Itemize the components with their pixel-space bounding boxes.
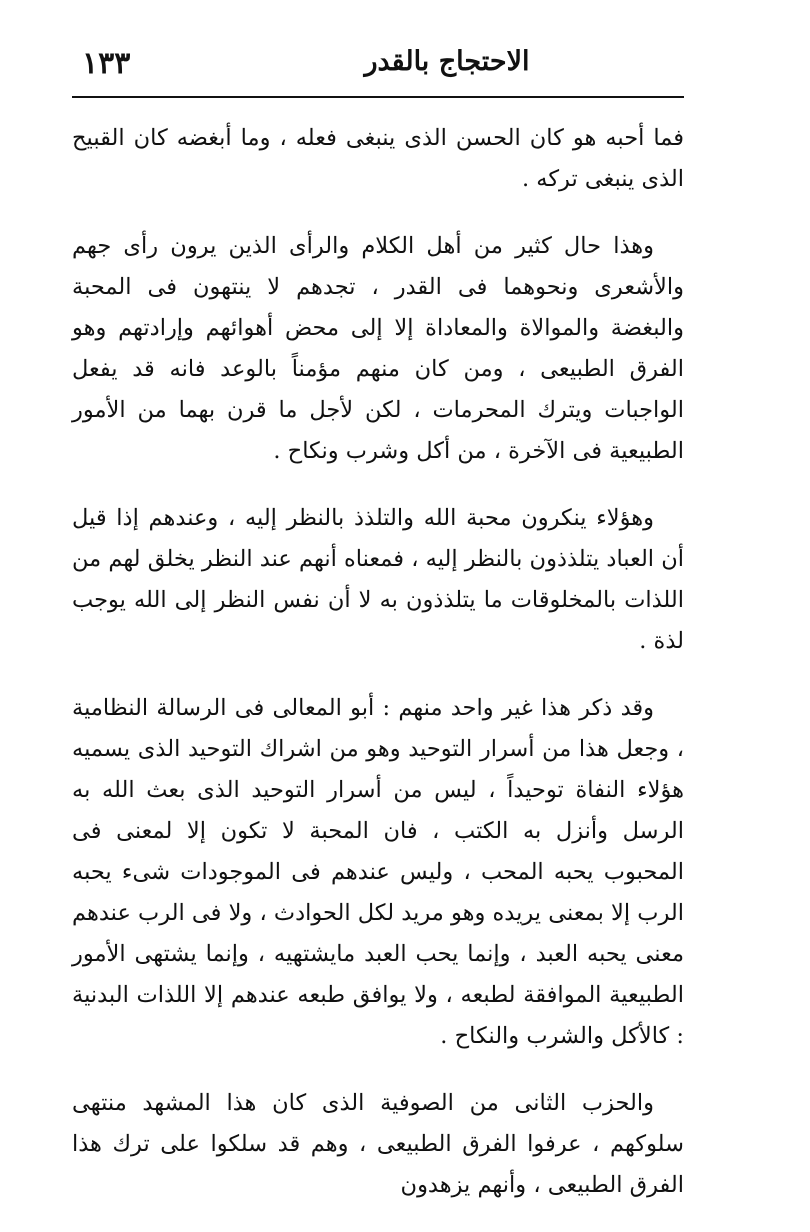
paragraph: والحزب الثانى من الصوفية الذى كان هذا المشهد منتهى سلوكهم ، عرفوا الفرق الطبيعى ، وهم قد سلكوا على ترك هذا الفرق الطبيعى ، وأنهم يزهدون [72,1090,684,1198]
running-title: الاحتجاج بالقدر [364,46,530,77]
page-number: ١٣٣ [82,46,131,81]
paragraph: وقد ذكر هذا غير واحد منهم : أبو المعالى فى الرسالة النظامية ، وجعل هذا من أسرار التوحيد وهو من اشراك التوحيد الذى يسميه هؤلاء النفاة توحيداً ، ليس من أسرار التوحيد الذى بعث الله به الرسل وأنزل به الكتب ، فان المحبة لا تكون إلا لمعنى فى المحبوب يحبه المحب ، وليس عندهم فى الموجودات شىء يحبه الرب إلا بمعنى يريده وهو مريد لكل الحوادث ، ولا فى الرب عندهم معنى يحبه العبد ، وإنما يحب العبد مايشتهيه ، وإنما يشتهى الأمور الطبيعية الموافقة لطبعه ، ولا يوافق طبعه عندهم إلا اللذات البدنية : كالأكل والشرب والنكاح . [72,695,684,1049]
header-rule [72,96,684,98]
body-text [72,118,684,1232]
paragraph: وهذا حال كثير من أهل الكلام والرأى الذين يرون رأى جهم والأشعرى ونحوهما فى القدر ، تجدهم لا ينتهون فى المحبة والبغضة والموالاة والمعاداة إلا إلى محض أهوائهم وإرادتهم وهو الفرق الطبيعى ، ومن كان منهم مؤمناً بالوعد فانه قد يفعل الواجبات ويترك المحرمات ، لكن لأجل ما قرن بهما من الأمور الطبيعية فى الآخرة ، من أكل وشرب ونكاح . [72,233,685,464]
paragraph: فما أحبه هو كان الحسن الذى ينبغى فعله ، وما أبغضه كان القبيح الذى ينبغى تركه . [72,125,684,192]
paragraph: وهؤلاء ينكرون محبة الله والتلذذ بالنظر إليه ، وعندهم إذا قيل أن العباد يتلذذون بالنظر إليه ، فمعناه أنهم عند النظر يخلق لهم من اللذات بالمخلوقات ما يتلذذون به لا أن نفس النظر إلى الله يوجب لذة . [72,505,684,654]
page-header [72,38,684,96]
